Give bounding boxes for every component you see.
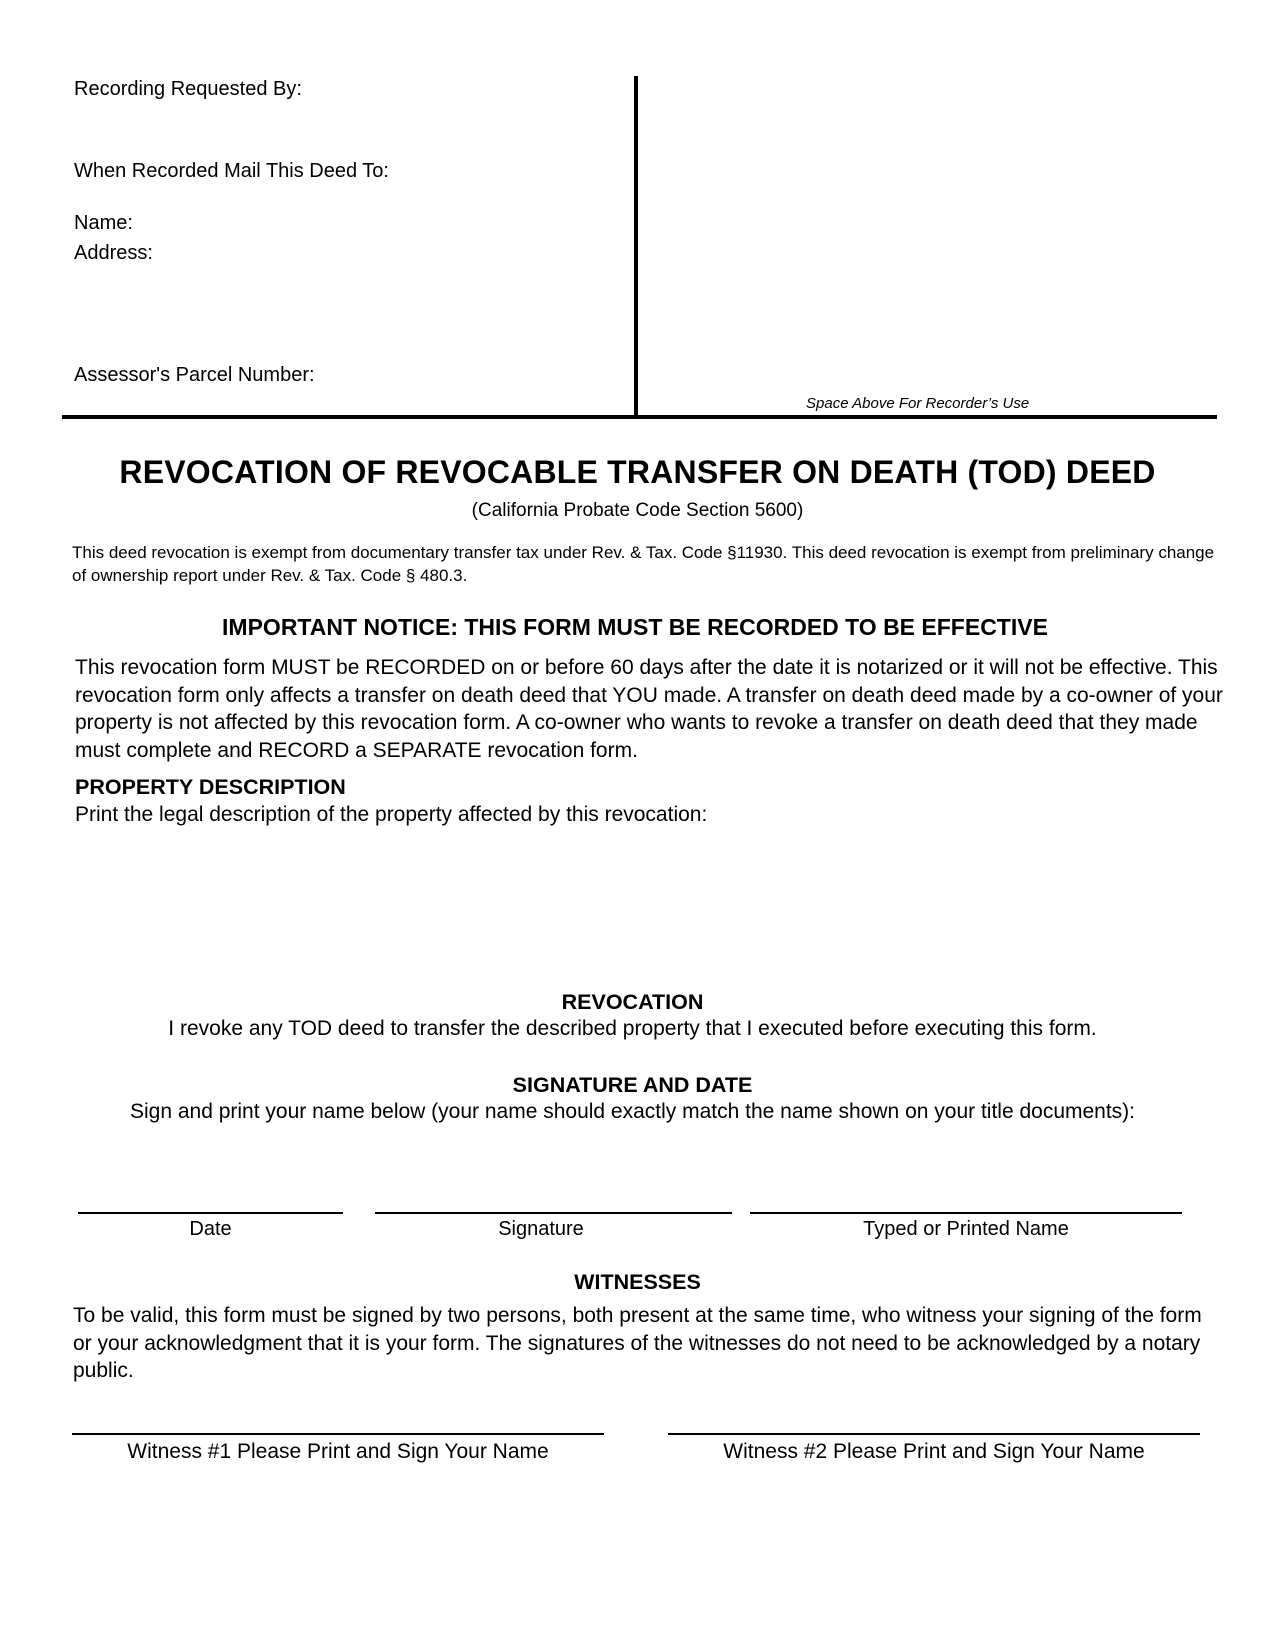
when-recorded-mail-label: When Recorded Mail This Deed To:	[74, 160, 389, 182]
page-subtitle: (California Probate Code Section 5600)	[471, 500, 804, 521]
name-label: Name:	[74, 212, 133, 234]
header-horizontal-divider	[62, 415, 1217, 419]
printed-name-line[interactable]	[750, 1212, 1182, 1214]
page-title: REVOCATION OF REVOCABLE TRANSFER ON DEATH (TOD) DEED	[119, 454, 1156, 490]
date-line[interactable]	[78, 1212, 343, 1214]
header-vertical-divider	[634, 76, 638, 417]
important-notice-body: This revocation form MUST be RECORDED on or before 60 days after the date it is notarized or it will not be effective. This revocation form only affects a transfer on death deed that YOU made. A transfer on death deed made by a co-owner of your property is not affected by this revocation form. A co-owner who wants to revoke a transfer on death deed that they made must complete and RECORD a SEPARATE revocation form.	[75, 656, 1223, 762]
witness1-label: Witness #1 Please Print and Sign Your Name	[127, 1440, 549, 1463]
property-description-heading: PROPERTY DESCRIPTION	[75, 775, 346, 799]
witness2-label: Witness #2 Please Print and Sign Your Name	[723, 1440, 1145, 1463]
date-label: Date	[189, 1218, 232, 1240]
address-label: Address:	[74, 242, 153, 264]
signature-instruction: Sign and print your name below (your name should exactly match the name shown on your title documents):	[129, 1100, 1136, 1123]
apn-label: Assessor's Parcel Number:	[74, 364, 315, 386]
witnesses-body: To be valid, this form must be signed by two persons, both present at the same time, who witness your signing of the form or your acknowledgment that it is your form. The signatures of the witnesses do not need to be acknowledged by a notary public.	[73, 1304, 1202, 1382]
recorder-use-label: Space Above For Recorder’s Use	[806, 395, 1030, 412]
signature-date-heading: SIGNATURE AND DATE	[512, 1073, 753, 1097]
important-notice-heading: IMPORTANT NOTICE: THIS FORM MUST BE RECORDED TO BE EFFECTIVE	[222, 614, 1048, 640]
signature-label: Signature	[498, 1218, 584, 1240]
exempt-text: This deed revocation is exempt from documentary transfer tax under Rev. & Tax. Code §11930. This deed revocation is exempt from preliminary change of ownership report under Rev. & Tax. Code § 480.3.	[72, 543, 1215, 585]
witness1-line[interactable]	[72, 1433, 604, 1435]
recording-requested-by-label: Recording Requested By:	[74, 78, 302, 100]
property-description-instruction: Print the legal description of the property affected by this revocation:	[75, 803, 708, 826]
signature-line[interactable]	[375, 1212, 732, 1214]
witnesses-heading: WITNESSES	[574, 1270, 701, 1294]
printed-name-label: Typed or Printed Name	[863, 1218, 1069, 1240]
revocation-heading: REVOCATION	[561, 990, 704, 1014]
witness2-line[interactable]	[668, 1433, 1200, 1435]
revocation-text: I revoke any TOD deed to transfer the described property that I executed before executing this form.	[168, 1017, 1097, 1040]
